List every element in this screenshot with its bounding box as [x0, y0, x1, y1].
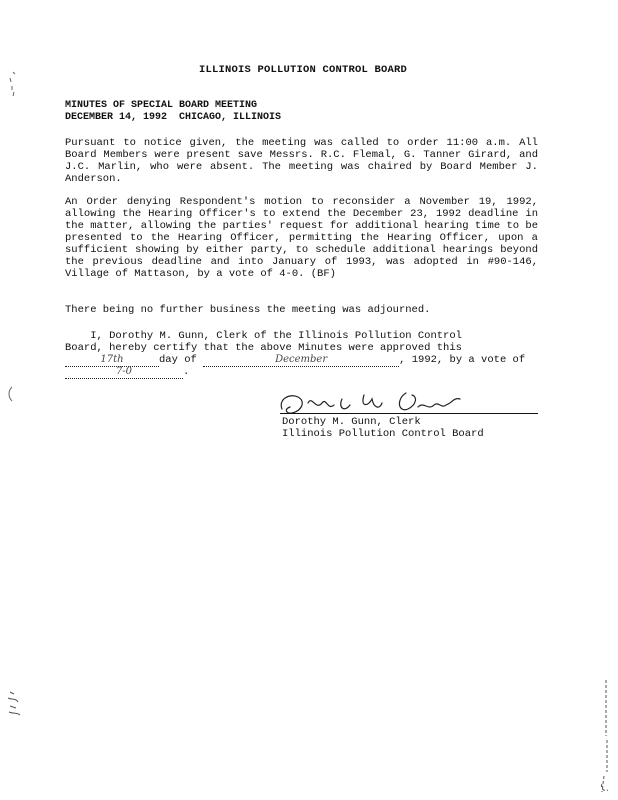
clerk-name: Dorothy M. Gunn, Clerk: [282, 416, 421, 428]
call-to-order-paragraph: Pursuant to notice given, the meeting was called to order 11:00 a.m. All Board Members were present save Messrs. R.C. Flemal, G. Tanner Girard, and J.C. Marlin, who were absent. The meeting was chaired by Board Member J. Anderson.: [65, 137, 538, 185]
certification-line-3: [65, 354, 545, 366]
month-blank: [203, 354, 399, 367]
scan-speck-top-left: [4, 70, 20, 98]
scan-speck-bottom-left: [4, 688, 26, 718]
scan-edge-bottom-right: [596, 676, 612, 796]
day-of-label: day of: [159, 354, 197, 366]
day-handwritten: 17th: [100, 354, 124, 365]
signature-line: [280, 413, 538, 414]
year-vote-label: , 1992, by a vote of: [399, 354, 526, 366]
certification-line-2: Board, hereby certify that the above Minutes were approved this: [65, 342, 462, 354]
closing-period: .: [183, 366, 190, 378]
vote-handwritten: 7-0: [115, 366, 133, 377]
vote-blank: [65, 366, 183, 379]
certification-line-1: I, Dorothy M. Gunn, Clerk of the Illinois Pollution Control: [65, 330, 462, 342]
board-title: ILLINOIS POLLUTION CONTROL BOARD: [198, 64, 408, 76]
signature-block: [282, 416, 484, 440]
month-handwritten: December: [275, 354, 328, 365]
minutes-heading: MINUTES OF SPECIAL BOARD MEETING: [65, 100, 258, 111]
clerk-organization: Illinois Pollution Control Board: [282, 428, 484, 440]
certification-block: [65, 330, 545, 378]
certification-line-4: [65, 366, 545, 378]
order-paragraph: An Order denying Respondent's motion to reconsider a November 19, 1992, allowing the Hearing Officer's to extend the December 23, 1992 deadline in the matter, allowing the parties' request for additional hearing time to be presented to the Hearing Officer, permitting the Hearing Officer, upon a sufficient showing by either party, to schedule additional hearings beyond the previous deadline and into January of 1993, was adopted in #90-146, Village of Mattason, by a vote of 4-0. (BF): [65, 196, 538, 280]
adjournment-paragraph: There being no further business the meeting was adjourned.: [65, 304, 431, 316]
meeting-date-location: DECEMBER 14, 1992 CHICAGO, ILLINOIS: [65, 112, 282, 123]
scan-speck-left: [6, 385, 16, 403]
